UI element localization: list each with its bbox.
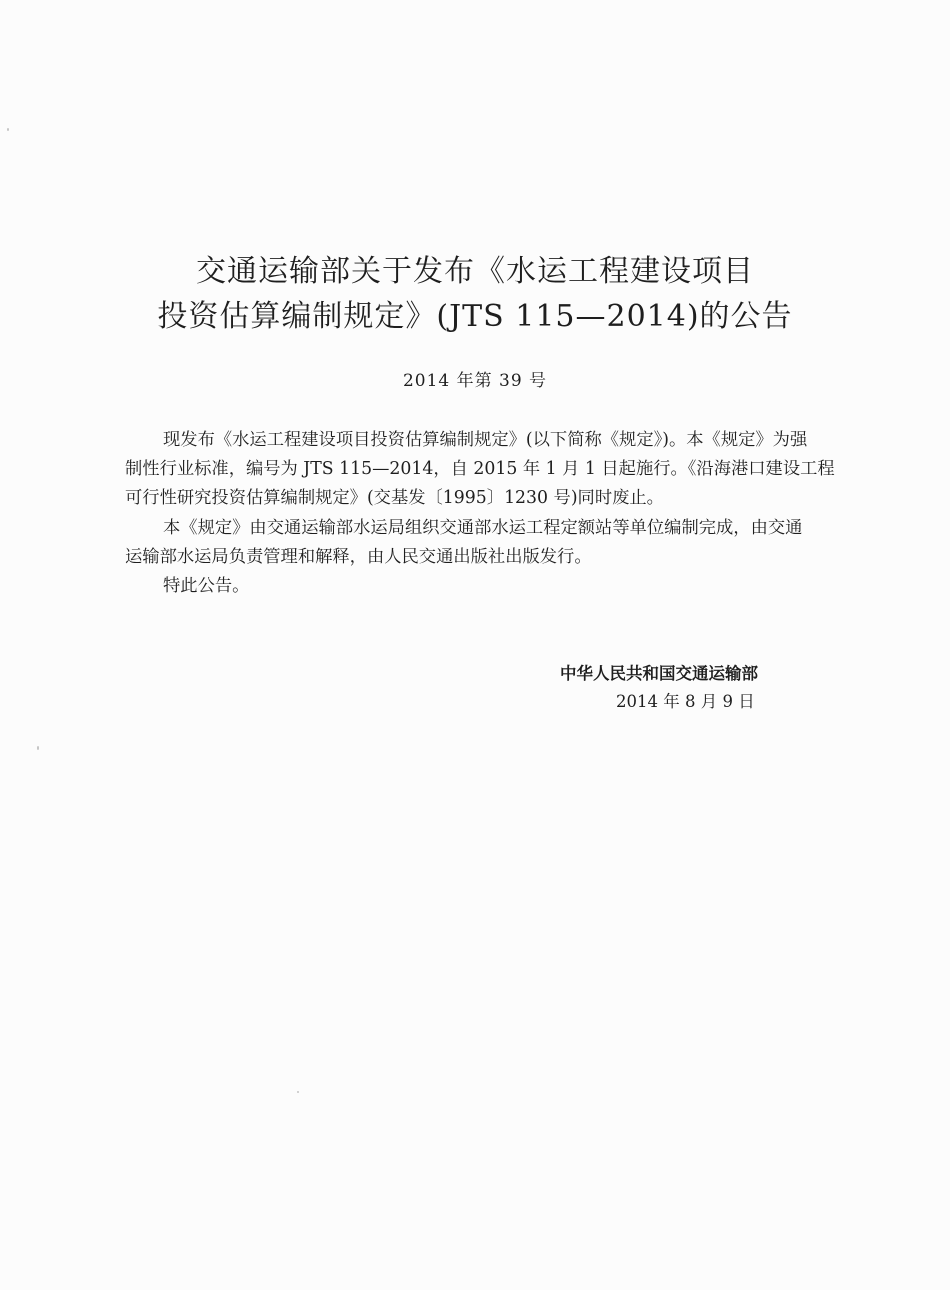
paragraph-2-line-2: 运输部水运局负责管理和解释，由人民交通出版社出版发行。 xyxy=(125,547,592,567)
paragraph-1-line-2: 制性行业标准，编号为 JTS 115—2014，自 2015 年 1 月 1 日起施行。《沿海港口建设工程 xyxy=(125,459,835,479)
paragraph-1-line-1: 现发布《水运工程建设项目投资估算编制规定》(以下简称《规定》)。本《规定》为强 xyxy=(163,430,808,450)
scan-speck xyxy=(297,1091,299,1093)
paragraph-1-line-3: 可行性研究投资估算编制规定》(交基发〔1995〕1230 号)同时废止。 xyxy=(125,488,664,508)
paragraph-2-line-1: 本《规定》由交通运输部水运局组织交通部水运工程定额站等单位编制完成，由交通 xyxy=(163,518,803,538)
issue-number: 2014 年第 39 号 xyxy=(402,371,548,391)
announcement-title-line-1: 交通运输部关于发布《水运工程建设项目 xyxy=(196,254,754,289)
paragraph-3: 特此公告。 xyxy=(163,576,250,596)
announcement-title-line-2: 投资估算编制规定》(JTS 115—2014)的公告 xyxy=(157,299,793,334)
scan-speck xyxy=(7,128,9,131)
signature-date: 2014 年 8 月 9 日 xyxy=(616,692,755,711)
scan-speck xyxy=(37,746,39,750)
signature-organization: 中华人民共和国交通运输部 xyxy=(560,664,758,683)
